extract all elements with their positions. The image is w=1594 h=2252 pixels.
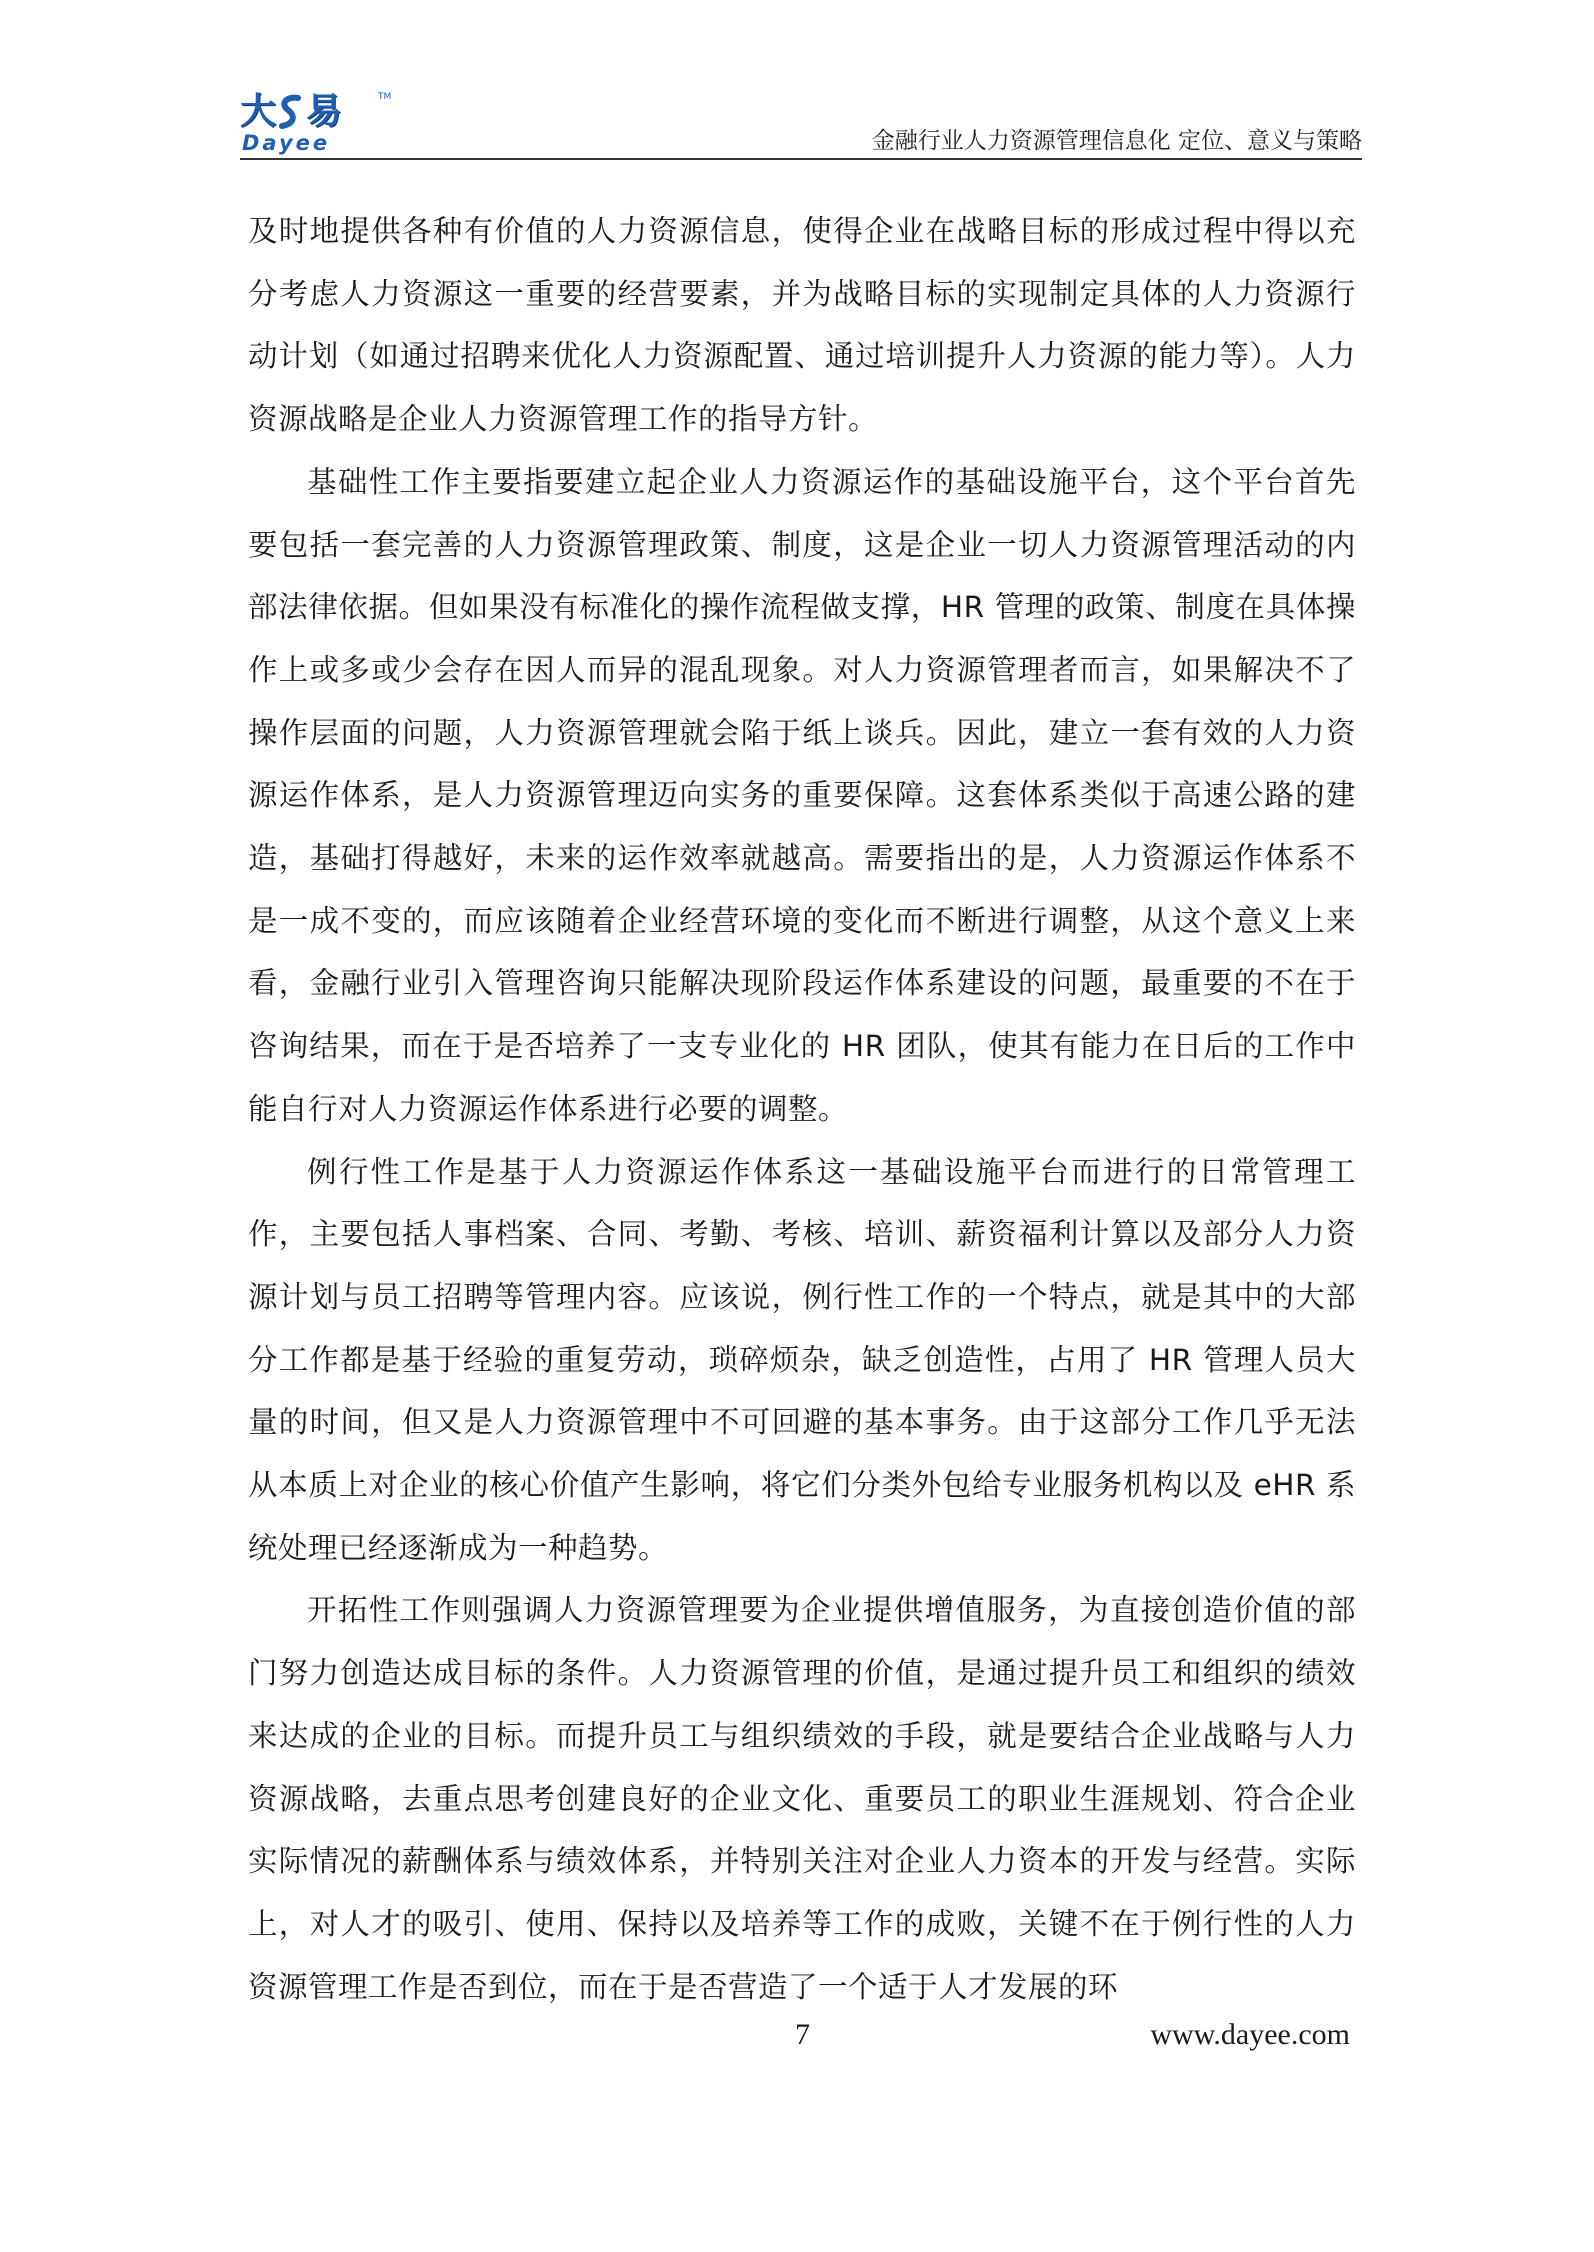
paragraph-2: 基础性工作主要指要建立起企业人力资源运作的基础设施平台，这个平台首先要包括一套完善的人力资源管理政策、制度，这是企业一切人力资源管理活动的内部法律依据。但如果没有标准化的操作流程做支撑，HR 管理的政策、制度在具体操作上或多或少会存在因人而异的混乱现象。对人力资源管理者而言，如果解决不了操作层面的问题，人力资源管理就会陷于纸上谈兵。因此，建立一套有效的人力资源运作体系，是人力资源管理迈向实务的重要保障。这套体系类似于高速公路的建造，基础打得越好，未来的运作效率就越高。需要指出的是，人力资源运作体系不是一成不变的，而应该随着企业经营环境的变化而不断进行调整，从这个意义上来看，金融行业引入管理咨询只能解决现阶段运作体系建设的问题，最重要的不在于咨询结果，而在于是否培养了一支专业化的 HR 团队，使其有能力在日后的工作中能自行对人力资源运作体系进行必要的调整。 [248,464,1356,1126]
paragraph-4: 开拓性工作则强调人力资源管理要为企业提供增值服务，为直接创造价值的部门努力创造达成目标的条件。人力资源管理的价值，是通过提升员工和组织的绩效来达成的企业的目标。而提升员工与组织绩效的手段，就是要结合企业战略与人力资源战略，去重点思考创建良好的企业文化、重要员工的职业生涯规划、符合企业实际情况的薪酬体系与绩效体系，并特别关注对企业人力资本的开发与经营。实际上，对人才的吸引、使用、保持以及培养等工作的成败，关键不在于例行性的人力资源管理工作是否到位，而在于是否营造了一个适于人才发展的环 [248,1593,1356,2004]
logo-cn-text [240,92,342,132]
logo-swirl-icon [276,92,306,132]
paragraph-1: 及时地提供各种有价值的人力资源信息，使得企业在战略目标的形成过程中得以充分考虑人力资源这一重要的经营要素，并为战略目标的实现制定具体的人力资源行动计划（如通过招聘来优化人力资源配置、通过培训提升人力资源的能力等）。人力资源战略是企业人力资源管理工作的指导方针。 [248,214,1356,437]
logo-cn-char-2: 易 [306,91,343,132]
logo-trademark: TM [378,92,392,102]
dayee-logo [240,92,390,156]
body-text [248,200,1356,2018]
logo-en-text: Dayee [242,131,331,155]
footer-website-link[interactable]: www.dayee.com [1150,2018,1350,2051]
page-number: 7 [795,2018,810,2051]
header-divider [240,158,1362,160]
logo-cn-char-1: 大 [240,91,277,132]
page-header [240,92,1362,160]
header-title: 金融行业人力资源管理信息化 定位、意义与策略 [871,128,1362,154]
paragraph-3: 例行性工作是基于人力资源运作体系这一基础设施平台而进行的日常管理工作，主要包括人事档案、合同、考勤、考核、培训、薪资福利计算以及部分人力资源计划与员工招聘等管理内容。应该说，例行性工作的一个特点，就是其中的大部分工作都是基于经验的重复劳动，琐碎烦杂，缺乏创造性，占用了 HR 管理人员大量的时间，但又是人力资源管理中不可回避的基本事务。由于这部分工作几乎无法从本质上对企业的核心价值产生影响，将它们分类外包给专业服务机构以及 eHR 系统处理已经逐渐成为一种趋势。 [248,1154,1356,1565]
